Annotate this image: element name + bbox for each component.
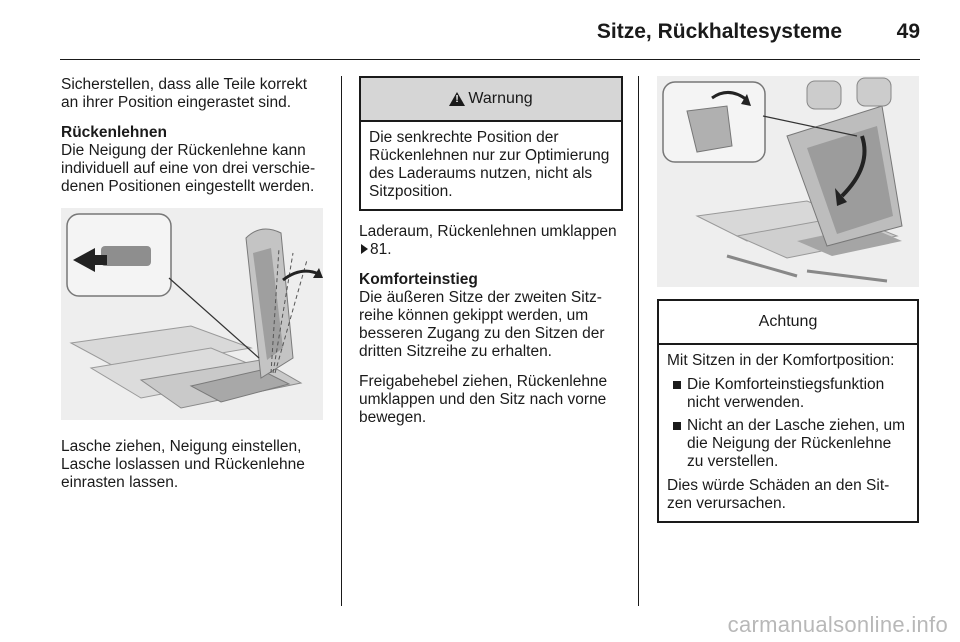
seat-recline-drawing — [61, 208, 323, 420]
page-title: Sitze, Rückhaltesysteme — [596, 20, 842, 43]
column-2 — [359, 76, 623, 439]
intro-paragraph: Sicherstellen, dass alle Teile korrekt an ihrer Position eingerastet sind. — [61, 76, 308, 111]
section-heading-rueckenlehnen: Rückenlehnen — [61, 124, 167, 141]
komfort-text: Die äußeren Sitze der zweiten Sitzreihe können gekippt werden, um besseren Zugang zu den Sitzen der dritten Sitzreihe zu erhalten. — [359, 289, 605, 360]
figure-caption: Lasche ziehen, Neigung einstellen, Lasche loslassen und Rückenlehne einrasten lassen. — [61, 438, 305, 491]
page-reference-arrow-icon — [361, 244, 368, 254]
column-divider-1 — [341, 76, 342, 606]
laderaum-page-ref[interactable]: 81. — [370, 241, 392, 258]
seat-recline-illustration — [61, 208, 323, 420]
notice-outro: Dies würde Schäden an den Sitzen verursachen. — [667, 477, 890, 512]
laderaum-reference — [359, 223, 623, 259]
section-heading-komforteinstieg: Komforteinstieg — [359, 271, 478, 288]
warning-body: Die senkrechte Position der Rückenlehnen nur zur Optimierung des Laderaums nutzen, nicht als Sitzposition. — [369, 129, 610, 200]
notice-list-item: Nicht an der Lasche ziehen, um die Neigung der Rückenlehne zu verstellen. — [667, 417, 909, 471]
column-divider-2 — [638, 76, 639, 606]
notice-list-item: Die Komforteinstiegsfunktion nicht verwenden. — [667, 376, 909, 412]
notice-box-header: Achtung — [659, 301, 917, 345]
page-header — [60, 0, 920, 62]
warning-title: Warnung — [468, 90, 533, 107]
easy-entry-illustration — [657, 76, 919, 287]
warning-triangle-icon — [449, 92, 465, 106]
page-number: 49 — [896, 20, 920, 43]
warning-box — [359, 76, 623, 211]
easy-entry-drawing — [657, 76, 919, 287]
header-rule — [60, 59, 920, 60]
rueckenlehnen-text: Die Neigung der Rückenlehne kann individuell auf eine von drei verschiedenen Positionen eingestellt werden. — [61, 142, 316, 195]
notice-list — [667, 376, 909, 471]
rueckenlehnen-section — [61, 124, 327, 196]
freigabe-paragraph: Freigabehebel ziehen, Rückenlehne umklappen und den Sitz nach vorne bewegen. — [359, 373, 608, 426]
komfort-section — [359, 271, 623, 361]
watermark: carmanualsonline.info — [727, 612, 948, 637]
laderaum-text: Laderaum, Rückenlehnen umklappen — [359, 223, 617, 240]
column-1 — [61, 76, 327, 504]
notice-intro: Mit Sitzen in der Komfortposition: — [667, 352, 895, 369]
notice-box — [657, 299, 919, 523]
warning-box-header — [361, 78, 621, 122]
notice-body — [659, 345, 917, 521]
column-3 — [657, 76, 919, 523]
